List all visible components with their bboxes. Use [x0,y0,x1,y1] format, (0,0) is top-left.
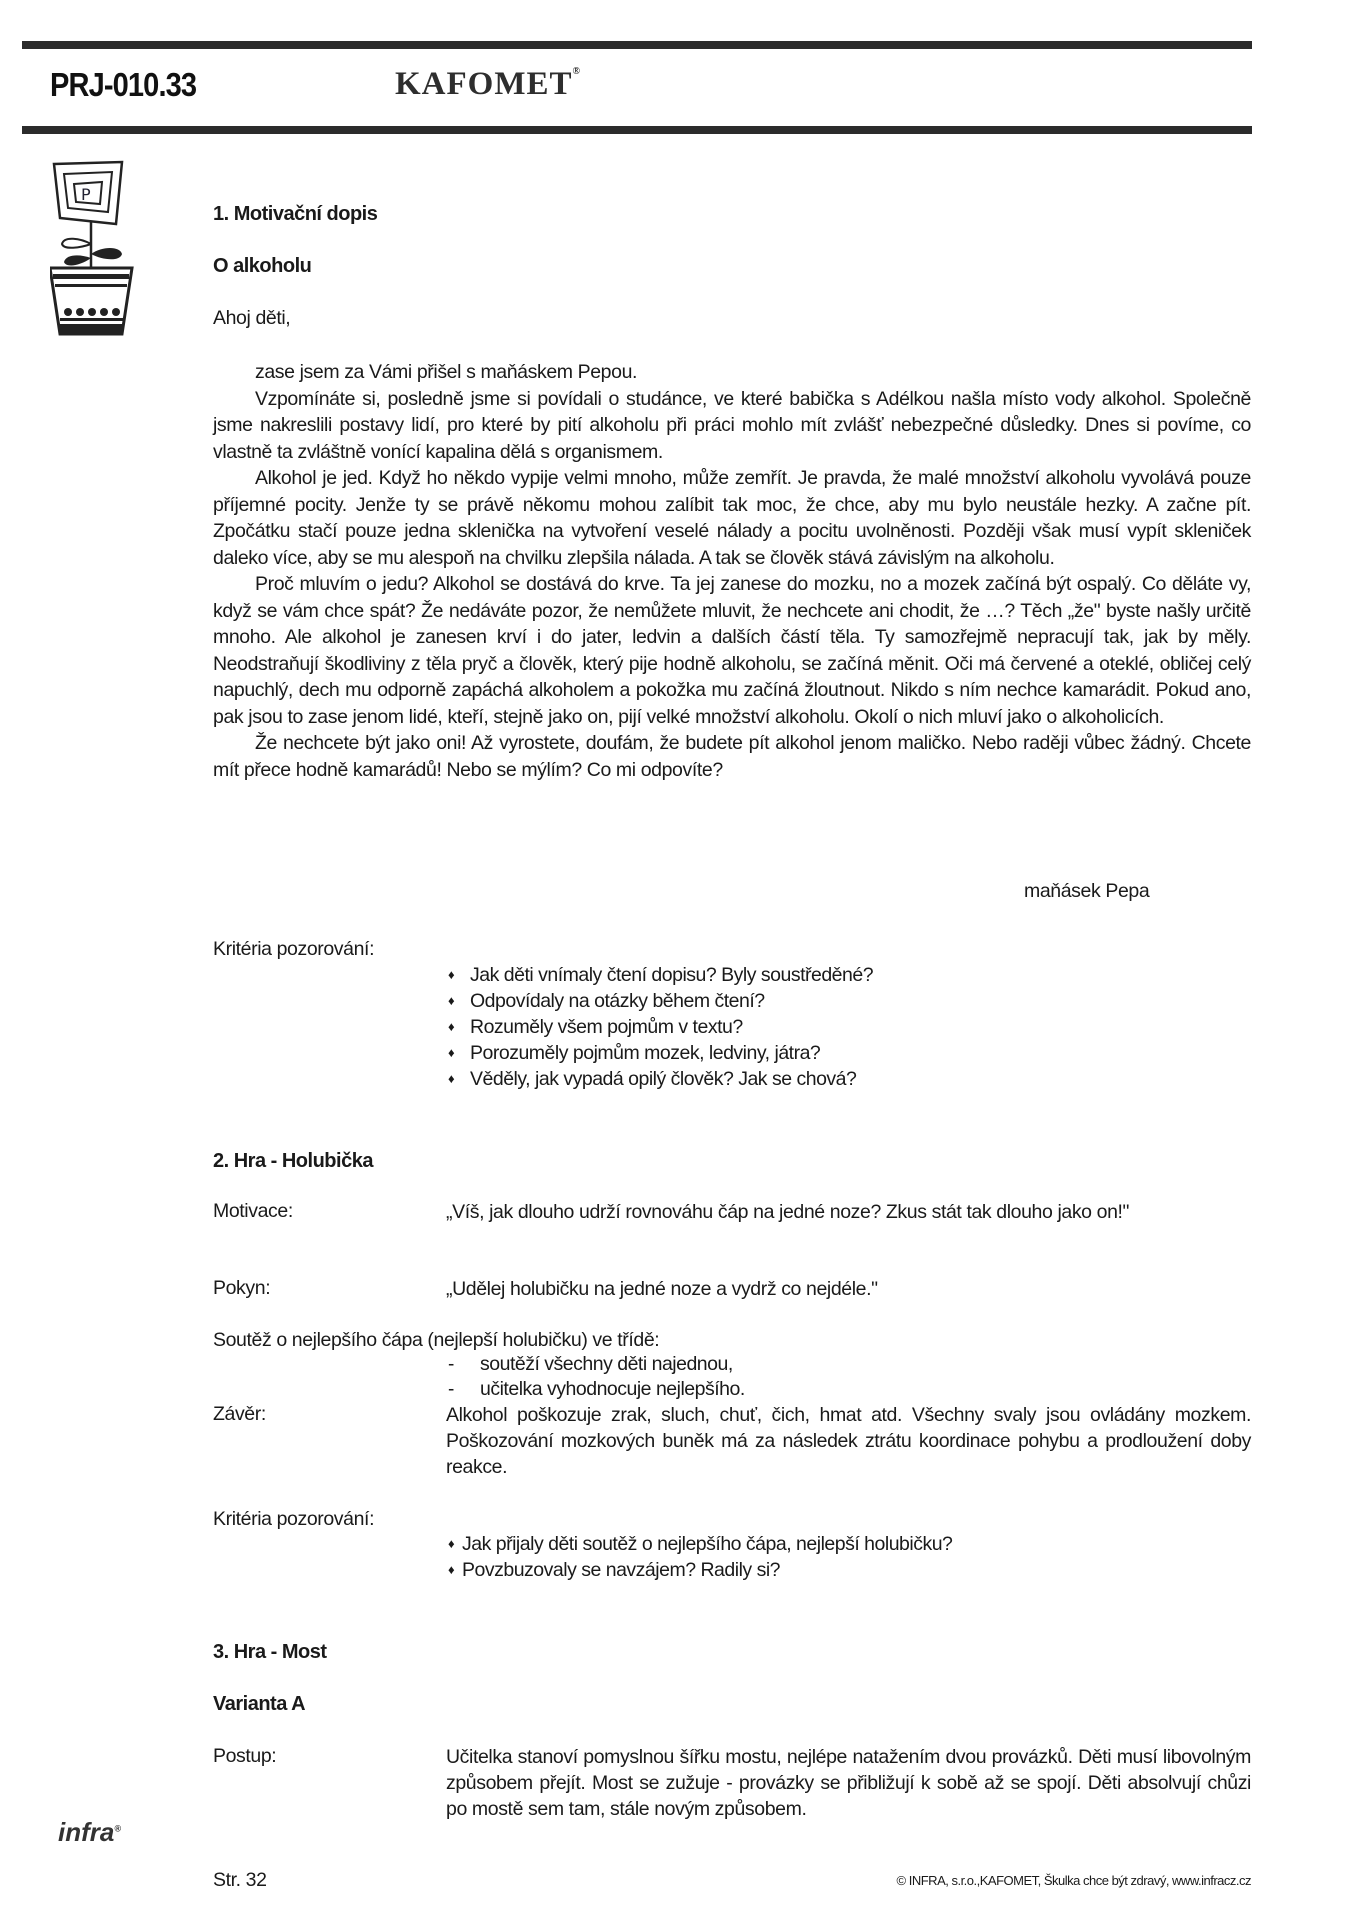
header-rule-bottom [22,126,1252,134]
letter-signature: maňásek Pepa [1024,880,1150,902]
copyright: © INFRA, s.r.o.,KAFOMET, Škulka chce být zdravý, www.infracz.cz [896,1873,1251,1888]
infra-logo [58,1817,121,1848]
postup-label: Postup: [213,1745,277,1767]
criteria-label-1: Kritéria pozorování: [213,938,375,960]
section-1-subtitle: O alkoholu [213,255,312,277]
letter-paragraph: Vzpomínáte si, posledně jsme si povídali o studánce, ve které babička s Adélkou našla místo vody alkohol. Společně jsme nakreslili postavy lidí, pro které by pití alkoholu při práci mohlo mít zvlášť nebezpečné důsledky. Dnes si povíme, co vlastně ta zvláštně vonící kapalina dělá s organismem. [213,387,1251,463]
zaver-text: Alkohol poškozuje zrak, sluch, chuť, čich, hmat atd. Všechny svaly jsou ovládány mozkem. Poškozování mozkových buněk má za následek ztrátu koordinace pohybu a prodloužení doby reakce. [446,1404,1251,1478]
soutez-item: - učitelka vyhodnocuje nejlepšího. [448,1377,745,1402]
letter-paragraph: zase jsem za Vámi přišel s maňáskem Pepou. [255,361,638,383]
section-2-title: 2. Hra - Holubička [213,1150,373,1172]
motivace-label: Motivace: [213,1200,293,1222]
criteria-item: ♦ Jak děti vnímaly čtení dopisu? Byly soustředěné? [448,962,873,988]
criteria-item: ♦ Odpovídaly na otázky během čtení? [448,988,873,1014]
zaver-label: Závěr: [213,1403,266,1425]
pokyn-label: Pokyn: [213,1277,271,1299]
criteria-label-2: Kritéria pozorování: [213,1508,375,1530]
section-1-title: 1. Motivační dopis [213,203,378,225]
letter-paragraph: Proč mluvím o jedu? Alkohol se dostává do krve. Ta jej zanese do mozku, no a mozek začíná být ospalý. Co děláte vy, když se vám chce spát? Že nedáváte pozor, že nemůžete mluvit, že nechcete ani chodit, že …? Těch „že" byste našly určitě mnoho. Ale alkohol je zanesen krví i do jater, ledvin a dalších částí těla. Ty samozřejmě nepracují tak, jak by měly. Neodstraňují škodliviny z těla pryč a člověk, který pije hodně alkoholu, se začíná měnit. Oči má červené a oteklé, obličej celý napuchlý, dech mu odporně zapáchá alkoholem a pokožka mu začíná žloutnout. Nikdo s ním nechce kamarádit. Pokud ano, pak jsou to zase jenom lidé, kteří, stejně jako on, pijí velké množství alkoholu. Okolí o nich mluví jako o alkoholicích. [213,573,1251,728]
soutez-list [448,1352,745,1402]
soutez-text: Soutěž o nejlepšího čápa (nejlepší holubičku) ve třídě: [213,1329,660,1351]
postup-text: Učitelka stanoví pomyslnou šířku mostu, nejlépe natažením dvou provázků. Děti musí libovolným způsobem přejít. Most se zužuje - provázky se přibližují k sobě až se spojí. Děti absolvují chůzi po mostě sem tam, stále novým způsobem. [446,1746,1251,1820]
document-code: PRJ-010.33 [50,66,197,103]
section-3-title: 3. Hra - Most [213,1641,327,1663]
flower-pot-icon [50,158,140,338]
criteria-item: ♦ Rozuměly všem pojmům v textu? [448,1014,873,1040]
infra-logo-mark: ® [114,1823,121,1834]
brand-mark: ® [572,66,581,77]
criteria-item: ♦ Věděly, jak vypadá opilý člověk? Jak se chová? [448,1066,873,1092]
brand-name: KAFOMET [395,66,573,102]
svg-text:P: P [81,185,91,204]
criteria-item: ♦ Povzbuzovaly se navzájem? Radily si? [448,1557,952,1583]
variant-title: Varianta A [213,1693,306,1715]
soutez-item: - soutěží všechny děti najednou, [448,1352,745,1377]
motivace-text: „Víš, jak dlouho udrží rovnováhu čáp na jedné noze? Zkus stát tak dlouho jako on!" [446,1201,1130,1223]
letter-body [213,359,1251,783]
pokyn-text: „Udělej holubičku na jedné noze a vydrž co nejdéle." [446,1278,878,1300]
criteria-item: ♦ Porozuměly pojmům mozek, ledviny, játra? [448,1040,873,1066]
letter-paragraph: Že nechcete být jako oni! Až vyrostete, doufám, že budete pít alkohol jenom maličko. Nebo raději vůbec žádný. Chcete mít přece hodně kamarádů! Nebo se mýlím? Co mi odpovíte? [213,732,1251,781]
criteria-list-2 [448,1531,952,1583]
header-rule-top [22,41,1252,49]
infra-logo-text: infra [58,1817,115,1847]
criteria-list-1 [448,962,873,1092]
letter-paragraph: Alkohol je jed. Když ho někdo vypije velmi mnoho, může zemřít. Je pravda, že malé množství alkoholu vyvolává pouze příjemné pocity. Jenže ty se právě někomu mohou zalíbit tak moc, že chce, aby mu bylo neustále hezky. A začne pít. Zpočátku stačí pouze jedna sklenička na vytvoření veselé nálady a pocitu uvolněnosti. Později však musí vypít skleniček daleko více, aby se mu alespoň na chvilku zlepšila nálada. A tak se člověk stává závislým na alkoholu. [213,467,1251,569]
greeting: Ahoj děti, [213,307,291,329]
brand-title [395,66,581,103]
criteria-item: ♦ Jak přijaly děti soutěž o nejlepšího čápa, nejlepší holubičku? [448,1531,952,1557]
page-number: Str. 32 [213,1869,267,1891]
